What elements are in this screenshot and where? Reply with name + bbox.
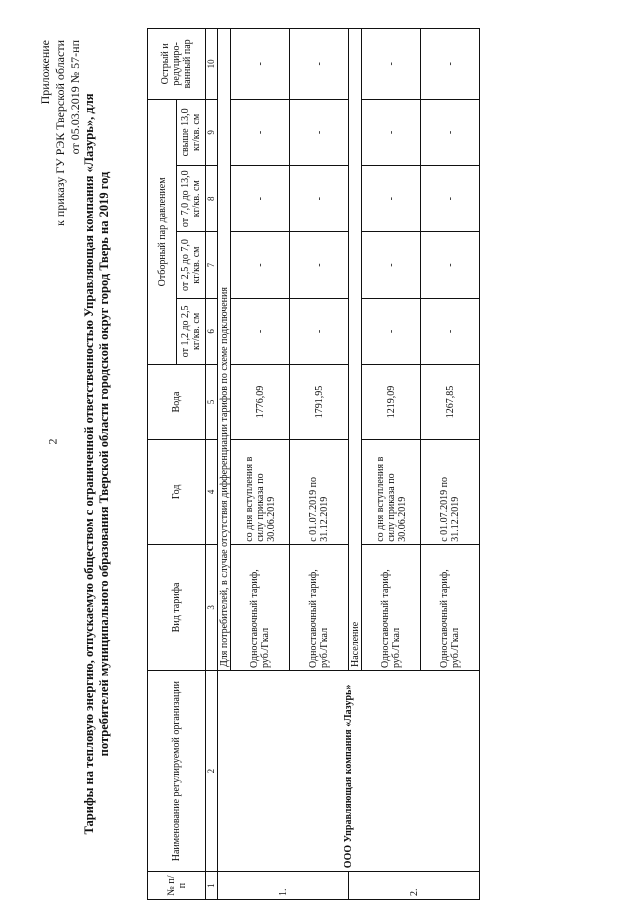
page-number: 2 bbox=[45, 438, 60, 445]
tariff-type: Одноставочный тариф, руб./Гкал bbox=[290, 544, 349, 670]
column-number-row bbox=[206, 29, 218, 900]
water-value: 1791,95 bbox=[290, 365, 349, 440]
steam-value: - bbox=[421, 232, 480, 298]
appendix-block bbox=[38, 40, 83, 226]
steam-value: - bbox=[231, 232, 290, 298]
appendix-line: Приложение bbox=[38, 40, 52, 105]
steam-value: - bbox=[362, 166, 421, 232]
column-number: 3 bbox=[206, 544, 218, 670]
water-value: 1776,09 bbox=[231, 365, 290, 440]
tariff-type: Одноставочный тариф, руб./Гкал bbox=[362, 544, 421, 670]
rotated-page bbox=[0, 24, 639, 904]
appendix-line: от 05.03.2019 № 57-нп bbox=[68, 40, 82, 155]
appendix-line: к приказу ГУ РЭК Тверской области bbox=[53, 40, 67, 226]
row-number: 2. bbox=[349, 872, 480, 900]
column-number: 9 bbox=[206, 99, 218, 165]
steam-value: - bbox=[231, 298, 290, 364]
header-num: № п/п bbox=[148, 872, 206, 900]
tariff-period: со дня вступления в силу приказа по 30.06.2019 bbox=[231, 439, 290, 544]
column-number: 2 bbox=[206, 671, 218, 872]
tariff-type: Одноставочный тариф, руб./Гкал bbox=[231, 544, 290, 670]
sharp-steam-value: - bbox=[231, 29, 290, 100]
column-number: 6 bbox=[206, 298, 218, 364]
water-value: 1219,09 bbox=[362, 365, 421, 440]
header-pressure: от 1,2 до 2,5 кг/кв. см bbox=[177, 298, 206, 364]
title-line: Тарифы на тепловую энергию, отпускаемую обществом с ограниченной ответственностью Управляющая компания «Лазурь», для bbox=[82, 93, 96, 835]
steam-value: - bbox=[362, 232, 421, 298]
steam-value: - bbox=[290, 232, 349, 298]
sharp-steam-value: - bbox=[421, 29, 480, 100]
steam-value: - bbox=[231, 99, 290, 165]
steam-value: - bbox=[290, 99, 349, 165]
header-sharp-steam: Острый и редуциро-ванный пар bbox=[148, 29, 206, 100]
tariff-period: с 01.07.2019 по 31.12.2019 bbox=[290, 439, 349, 544]
row-number: 1. bbox=[218, 872, 349, 900]
steam-value: - bbox=[231, 166, 290, 232]
tariff-table bbox=[147, 28, 480, 900]
header-year: Год bbox=[148, 439, 206, 544]
water-value: 1267,85 bbox=[421, 365, 480, 440]
header-pressure: от 7,0 до 13,0 кг/кв. см bbox=[177, 166, 206, 232]
column-number: 1 bbox=[206, 872, 218, 900]
steam-value: - bbox=[290, 166, 349, 232]
header-tariff-type: Вид тарифа bbox=[148, 544, 206, 670]
steam-value: - bbox=[421, 99, 480, 165]
column-number: 5 bbox=[206, 365, 218, 440]
column-number: 10 bbox=[206, 29, 218, 100]
tariff-type: Одноставочный тариф, руб./Гкал bbox=[421, 544, 480, 670]
tariff-period: со дня вступления в силу приказа по 30.06.2019 bbox=[362, 439, 421, 544]
section-label: Для потребителей, в случае отсутствия дифференциации тарифов по схеме подключения bbox=[218, 29, 231, 671]
steam-value: - bbox=[362, 298, 421, 364]
sharp-steam-value: - bbox=[362, 29, 421, 100]
header-row bbox=[148, 29, 177, 900]
steam-value: - bbox=[362, 99, 421, 165]
header-steam-group: Отборный пар давлением bbox=[148, 99, 177, 364]
column-number: 7 bbox=[206, 232, 218, 298]
column-number: 4 bbox=[206, 439, 218, 544]
section-label: Население bbox=[349, 29, 362, 671]
steam-value: - bbox=[421, 298, 480, 364]
header-pressure: свыше 13,0 кг/кв. см bbox=[177, 99, 206, 165]
title-line: потребителей муниципального образования Тверской области городской округ город Тверь на 2019 год bbox=[97, 171, 111, 757]
steam-value: - bbox=[421, 166, 480, 232]
header-org: Наименование регулируемой организации bbox=[148, 671, 206, 872]
header-pressure: от 2,5 до 7,0 кг/кв. см bbox=[177, 232, 206, 298]
steam-value: - bbox=[290, 298, 349, 364]
document-title bbox=[82, 44, 112, 884]
header-water: Вода bbox=[148, 365, 206, 440]
section-row bbox=[218, 29, 231, 900]
column-number: 8 bbox=[206, 166, 218, 232]
tariff-period: с 01.07.2019 по 31.12.2019 bbox=[421, 439, 480, 544]
sharp-steam-value: - bbox=[290, 29, 349, 100]
organization-name: ООО Управляющая компания «Лазурь» bbox=[218, 671, 480, 872]
